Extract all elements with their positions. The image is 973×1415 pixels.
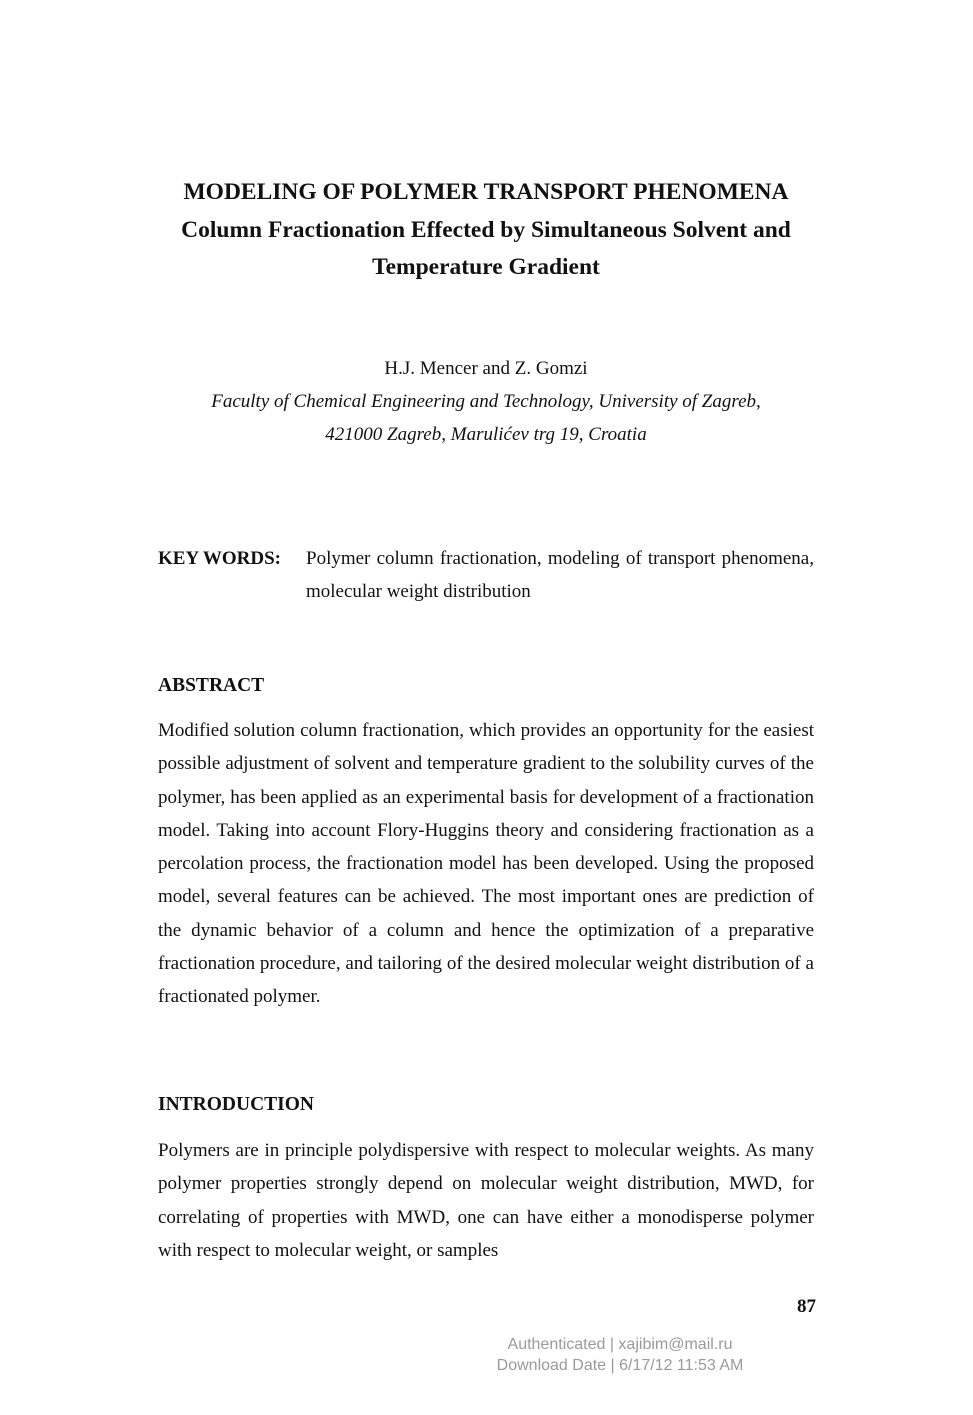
abstract-heading: ABSTRACT — [158, 675, 265, 696]
affiliation-line-1: Faculty of Chemical Engineering and Technology, University of Zagreb, — [211, 391, 761, 412]
author-names: H.J. Mencer and Z. Gomzi — [384, 358, 588, 379]
paper-title — [158, 174, 814, 287]
title-line-2: Column Fractionation Effected by Simultaneous Solvent and — [181, 216, 791, 243]
watermark-line-2: Download Date | 6/17/12 11:53 AM — [496, 1357, 744, 1374]
title-line-3: Temperature Gradient — [372, 254, 600, 280]
title-line-1: MODELING OF POLYMER TRANSPORT PHENOMENA — [183, 179, 789, 205]
introduction-text: Polymers are in principle polydispersive with respect to molecular weights. As many polymer properties strongly depend on molecular weight distribution, MWD, for correlating of properties with MWD, one can have either a monodisperse polymer with respect to molecular weight, or samples — [158, 1140, 814, 1261]
page-number: 87 — [797, 1296, 816, 1317]
affiliation-line-2: 421000 Zagreb, Marulićev trg 19, Croatia — [325, 424, 647, 445]
watermark-line-1: Authenticated | xajibim@mail.ru — [507, 1336, 733, 1353]
keywords-block — [158, 542, 814, 608]
abstract-text: Modified solution column fractionation, which provides an opportunity for the easiest possible adjustment of solvent and temperature gradient to the solubility curves of the polymer, has been applied as an experimental basis for development of a fractionation model. Taking into account Flory-Huggins theory and considering fractionation as a percolation process, the fractionation model has been developed. Using the proposed model, several features can be achieved. The most important ones are prediction of the dynamic behavior of a column and hence the optimization of a preparative fractionation procedure, and tailoring of the desired molecular weight distribution of a fractionated polymer. — [158, 720, 814, 1008]
keywords-label: KEY WORDS: — [158, 548, 281, 569]
author-block — [158, 352, 814, 451]
keywords-text: Polymer column fractionation, modeling of transport phenomena, molecular weight distribution — [306, 548, 814, 602]
download-watermark — [440, 1334, 800, 1376]
introduction-heading: INTRODUCTION — [158, 1094, 315, 1115]
